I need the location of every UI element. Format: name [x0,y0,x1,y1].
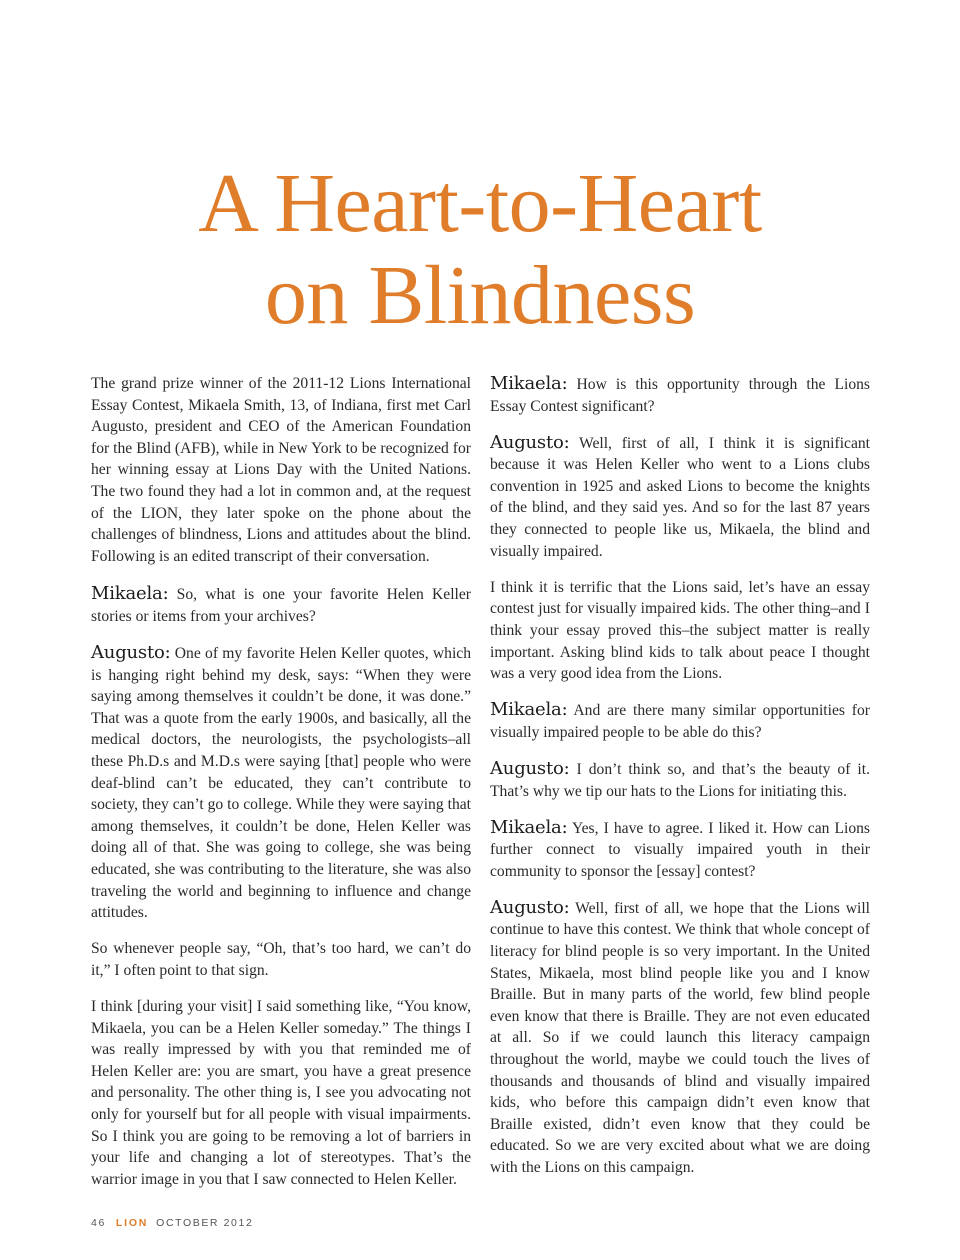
paragraph-text: I think [during your visit] I said something like, “You know, Mikaela, you can be a Helen Keller someday.” The things I was really impressed by with you that reminded me of Helen Keller are: you are smart, you have a great presence and personality. The other thing is, I see you advocating not only for yourself but for all people with visual impairments. So I think you are going to be removing a lot of barriers in your life and changing a lot of stereotypes. That’s the warrior image in you that I saw connected to Helen Keller. [91,997,471,1188]
left-column [91,373,471,1205]
speaker-label: Augusto: [490,431,570,453]
page-number: 46 [91,1217,106,1229]
paragraph-text: Well, first of all, I think it is significant because it was Helen Keller who went to a Lions clubs convention in 1925 and asked Lions to become the knights of the blind, and they said yes. And so for the last 87 years they connected to people like us, Mikaela, the blind and visually impaired. [490,434,870,560]
article-title-line-2: on Blindness [264,249,696,342]
article-title-line-1: A Heart-to-Heart [198,157,762,250]
paragraph-text: I don’t think so, and that’s the beauty of it. That’s why we tip our hats to the Lions for initiating this. [490,760,870,800]
page-footer [91,1217,253,1229]
interview-paragraph [490,373,870,417]
interview-paragraph [490,577,870,685]
speaker-label: Augusto: [490,757,570,779]
issue-date: OCTOBER 2012 [156,1217,254,1229]
interview-paragraph [91,583,471,627]
speaker-label: Augusto: [490,896,570,918]
paragraph-text: So whenever people say, “Oh, that’s too hard, we can’t do it,” I often point to that sign. [91,940,471,979]
speaker-label: Mikaela: [91,583,169,605]
interview-paragraph [490,699,870,743]
paragraph-text: Yes, I have to agree. I liked it. How can Lions further connect to visually impaired youth in their community to sponsor the [essay] contest? [490,819,870,880]
right-column [490,373,870,1193]
paragraph-text: Well, first of all, we hope that the Lions will continue to have this contest. We think that whole concept of literacy for blind people is so very important. In the United States, Mikaela, most blind people like you and I know Braille. But in many parts of the world, few blind people even know that there is Braille. They are not even educated at all. So if we could launch this literacy campaign throughout the world, maybe we could touch the lives of thousands and thousands of blind and visually impaired kids, who before this campaign didn’t even know that Braille existed, didn’t even know that they could be educated. So we are very excited about what we are doing with the Lions on this campaign. [490,899,870,1176]
interview-paragraph [490,897,870,1179]
paragraph-text: So, what is one your favorite Helen Keller stories or items from your archives? [91,586,471,625]
paragraph-text: How is this opportunity through the Lions Essay Contest significant? [490,376,870,415]
paragraph-text: And are there many similar opportunities for visually impaired people to be able do this? [490,702,870,741]
speaker-label: Mikaela: [490,373,568,394]
left-column-body [91,583,471,1190]
speaker-label: Augusto: [91,642,171,664]
interview-paragraph [91,996,471,1190]
article-title [0,158,960,342]
right-column-body [490,373,870,1179]
speaker-label: Mikaela: [490,699,568,721]
interview-paragraph [490,817,870,883]
paragraph-text: I think it is terrific that the Lions said, let’s have an essay contest just for visually impaired kids. The other thing–and I think your essay proved this–the subject matter is really important. Asking blind kids to talk about peace I thought was a very good idea from the Lions. [490,578,870,683]
paragraph-text: One of my favorite Helen Keller quotes, which is hanging right behind my desk, says: “When they were saying among themselves it couldn’t be done, it was done.” That was a quote from the early 1900s, and basically, all the medical doctors, the neurologists, the psychologists–all these Ph.D.s and M.D.s were saying [that] people who were deaf-blind can’t be educated, they can’t contribute to society, they can’t go to college. While they were saying that among themselves, it couldn’t be done, Helen Keller was doing all of that. She was going to college, she was being educated, she was contributing to the literature, she was also traveling the world and beginning to influence and change attitudes. [91,645,471,922]
interview-paragraph [490,758,870,802]
interview-paragraph [91,938,471,981]
magazine-name: LION [115,1217,149,1229]
interview-paragraph [490,432,870,563]
intro-paragraph: The grand prize winner of the 2011-12 Lions International Essay Contest, Mikaela Smith, 13, of Indiana, first met Carl Augusto, president and CEO of the American Foundation for the Blind (AFB), while in New York to be recognized for her winning essay at Lions Day with the United Nations. The two found they had a lot in common and, at the request of the LION, they later spoke on the phone about the challenges of blindness, Lions and attitudes about the blind. Following is an edited transcript of their conversation. [91,375,471,565]
speaker-label: Mikaela: [490,816,568,838]
interview-paragraph [91,642,471,924]
